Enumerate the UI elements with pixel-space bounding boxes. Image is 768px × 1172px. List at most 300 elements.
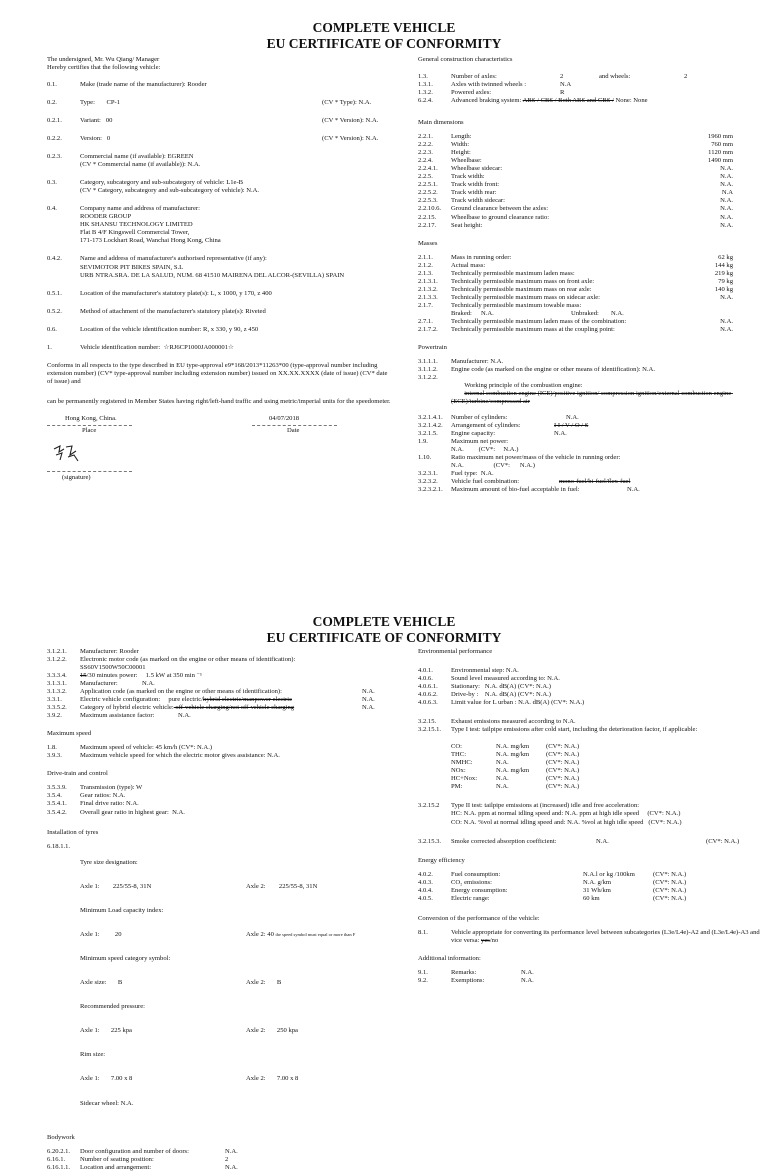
- spec-value: 2: [684, 73, 688, 81]
- spec-value: N.A.: [720, 197, 733, 205]
- item-label: Electric range:: [451, 894, 490, 902]
- spec-number: 2.1.7.2.: [418, 325, 438, 333]
- item-value: N.A.: [362, 704, 375, 712]
- item-0-5-1: [47, 290, 392, 298]
- item-number: 3.2.15.: [418, 718, 437, 726]
- pt-number: 1.10.: [418, 454, 432, 462]
- struck-option: off-vehicle charging/not off-vehicle charging: [173, 704, 295, 712]
- spec-value: 760 mm: [711, 141, 733, 149]
- item-number: 0.2.1.: [47, 117, 62, 125]
- braked-value: N.A.: [481, 309, 494, 317]
- pt-row: [418, 454, 763, 470]
- pt-row: [418, 374, 763, 414]
- struck-option: hybrid electric/manpower electric: [203, 696, 293, 704]
- spec-value: 140 kg: [714, 285, 733, 293]
- pt-label: Maximum amount of bio-fuel acceptable in fuel:: [451, 486, 580, 494]
- smoke-row: [418, 838, 763, 846]
- motor-row: [47, 656, 392, 672]
- pollutant-value: N.A.: [496, 759, 509, 767]
- pt-row: [418, 422, 763, 430]
- item-text: Smoke corrected absorption coefficient:: [451, 837, 557, 845]
- pollutant-label: CO:: [451, 743, 462, 751]
- pollutant-value: N.A. mg/km: [496, 767, 530, 775]
- motor-row: [47, 712, 392, 720]
- spec-row: [418, 294, 763, 302]
- struck-option: yes: [481, 936, 490, 944]
- axle-label: Axle 2:: [246, 1075, 266, 1083]
- pt-text: Working principle of the combustion engine:: [464, 382, 583, 390]
- place-line: [47, 425, 132, 426]
- env-row: [418, 667, 763, 675]
- emission-row: [451, 775, 763, 783]
- spec-value: None: None: [615, 97, 648, 105]
- item-value: N.A.: [225, 1147, 238, 1155]
- spec-row: [418, 165, 763, 173]
- item-text: Method of attachment of the manufacturer's statutory plate(s): Riveted: [80, 307, 266, 315]
- spec-row: [418, 278, 763, 286]
- spec-label: Width:: [451, 141, 470, 149]
- item-text: Type: CP-1: [80, 99, 121, 107]
- pollutant-value: N.A.: [496, 775, 509, 783]
- axle-label: Axle 2:: [246, 930, 266, 938]
- item-value: 60 km: [583, 894, 600, 902]
- item-text: /30 minutes power: 1.5 kW at 350 min ⁻¹: [86, 672, 202, 680]
- spec-row: [418, 222, 763, 230]
- spec-label: Technically permissible maximum laden mass:: [451, 269, 575, 277]
- item-number: 3.5.3.9.: [47, 784, 67, 792]
- pt-label: Arrangement of cylinders:: [451, 422, 521, 430]
- pt-number: 3.2.1.4.2.: [418, 422, 443, 430]
- pollutant-cv: (CV*: N.A.): [546, 759, 580, 767]
- pollutant-cv: (CV*: N.A.): [546, 775, 580, 783]
- right-column-p2: [418, 648, 763, 985]
- date-line: [252, 425, 337, 426]
- spec-number: 2.2.5.3.: [418, 197, 438, 205]
- item-text: Type II test: tailpipe emissions at (increased) idle and free acceleration: HC: N.A. ppm at normal idling speed and: N.A. ppm at high idle speed (CV*: N.A.) CO: N.A. %vol at normal idling speed and: N.A. %vol at high idle speed (CV*: N.A.): [451, 802, 682, 826]
- spec-row: [418, 189, 763, 197]
- spec-row: [418, 262, 763, 270]
- spec-number: 2.2.4.1.: [418, 165, 438, 173]
- item-0-2-1: [47, 117, 392, 125]
- spec-label: Technically permissible maximum towable mass:: [451, 301, 582, 309]
- spec-number: 2.2.5.: [418, 173, 433, 181]
- signature-label: (signature): [62, 473, 91, 481]
- tyre-size-axle1: 225/55-8, 31N: [112, 882, 152, 890]
- item-text: Name and address of manufacturer's authorised representative (if any): SEVIMOTOR PIT BIKES SPAIN, S.L URB NTRA.SRA. DE LA SALUD, NUM. 68 41510 MAIRENA DEL ALCOR-(SEVILLA) SPAIN: [80, 255, 345, 279]
- pressure-axle1: 225 kpa: [110, 1027, 132, 1035]
- sidecar-wheel: Sidecar wheel: N.A.: [80, 1099, 134, 1107]
- item-value: /no: [489, 936, 499, 944]
- item-label: Energy consumption:: [451, 886, 508, 894]
- spec-row: [418, 326, 763, 334]
- title-line-1: COMPLETE VEHICLE: [312, 20, 456, 35]
- spec-number: 1.3.: [418, 73, 428, 81]
- item-number: 0.2.2.: [47, 135, 62, 143]
- item-value: N.A.: [225, 1163, 238, 1171]
- item-text: Maximum assistance factor:: [80, 712, 155, 720]
- item-number: 3.2.15.3.: [418, 837, 442, 845]
- add-row: [418, 969, 763, 977]
- motor-row: [47, 648, 392, 656]
- conv-row: [418, 929, 763, 945]
- spec-value: N.A: [721, 189, 733, 197]
- item-cv-value: (CV * Type): N.A.: [322, 99, 372, 107]
- item-text: Type I test: tailpipe emissions after cold start, including the deterioration factor, if applicable:: [451, 726, 698, 734]
- spec-number: 2.1.3.1.: [418, 277, 438, 285]
- axle-label: Axle 2:: [246, 979, 266, 987]
- item-number: 3.3.1.: [47, 696, 62, 704]
- spec-label: Track width rear:: [451, 189, 497, 197]
- pt-row: [418, 486, 763, 494]
- spec-value: 219 kg: [714, 269, 733, 277]
- item-cv-value: (CV * Version): N.A.: [322, 117, 379, 125]
- spec-label: Height:: [451, 149, 471, 157]
- item-number: 4.0.3.: [418, 878, 433, 886]
- drive-row: [47, 800, 392, 808]
- spec-row: [418, 254, 763, 262]
- spec-number: 2.2.10.6.: [418, 205, 442, 213]
- item-number: 0.6.: [47, 325, 57, 333]
- masses-list-2: [418, 318, 763, 334]
- energy-row: [418, 879, 763, 887]
- item-0-5-2: [47, 308, 392, 316]
- tyre-label: Rim size:: [80, 1051, 106, 1059]
- pollutant-cv: (CV*: N.A.): [546, 767, 580, 775]
- spec-value: N.A.: [720, 205, 733, 213]
- pt-row: [418, 478, 763, 486]
- spec-row: [418, 286, 763, 294]
- braked-label: Braked:: [451, 309, 472, 317]
- item-number: 9.1.: [418, 968, 428, 976]
- item-number: 0.4.2.: [47, 255, 62, 263]
- registration-statement: can be permanently registered in Member States having right/left-hand traffic and using metric/imperial units for the speedometer.: [47, 397, 391, 405]
- spec-value: N.A.: [720, 293, 733, 301]
- item-text: Manufacturer: Rooder: [80, 648, 139, 655]
- pt-row: [418, 470, 763, 478]
- spec-row: [418, 89, 763, 97]
- conformity-statement: Conforms in all respects to the type described in EU type-approval e9*168/2013*11263*00 (type-approval number including extension number) (CV* type-approval number including extension number) issued on XX.XX.XXXX (date of issue) (CV* date of issue) and: [47, 361, 388, 385]
- item-cv-value: (CV * Version): N.A.: [322, 135, 379, 143]
- axle-label: Axle size:: [80, 979, 107, 987]
- tyre-size-axle2: 225/55-8, 31N: [278, 882, 318, 890]
- exh-row: [418, 726, 763, 734]
- item-value: N.A.: [142, 680, 155, 688]
- section-powertrain: Powertrain: [418, 343, 447, 351]
- spec-value: R: [560, 89, 565, 97]
- spec-value: 1120 mm: [708, 149, 733, 157]
- item-number: 9.2.: [418, 976, 428, 984]
- spec-row: [418, 181, 763, 189]
- item-text: Transmission (type): W: [80, 784, 143, 792]
- item-text: Gear ratios: N.A.: [80, 792, 126, 800]
- item-value: 31 Wh/km: [583, 886, 611, 894]
- pollutant-cv: (CV*: N.A.): [546, 743, 580, 751]
- bodywork-list: [47, 1148, 392, 1172]
- item-number: 3.3.5.2.: [47, 704, 67, 712]
- spec-value: N.A.: [720, 165, 733, 173]
- struck-option: I I / V / O / S: [554, 422, 589, 430]
- spec-number: 2.2.2.: [418, 141, 433, 149]
- item-value: 2: [225, 1155, 229, 1163]
- item-text: Manufacturer:: [80, 680, 118, 688]
- pt-text: Maximum net power: N.A. (CV*: N.A.): [451, 438, 519, 454]
- spec-label: Powered axles:: [451, 89, 492, 97]
- section-bodywork: Bodywork: [47, 1133, 75, 1141]
- section-conversion: Conversion of the performance of the vehicle:: [418, 914, 540, 922]
- spec-label: Ground clearance between the axles:: [451, 205, 549, 213]
- item-text: Location of the vehicle identification number: R, x 330, y 90, z 450: [80, 325, 259, 333]
- pressure-axle2: 250 kpa: [276, 1027, 298, 1035]
- pollutant-label: HC+Nox:: [451, 775, 478, 783]
- spec-number: 2.2.5.2.: [418, 189, 438, 197]
- motor-row: [47, 688, 392, 696]
- item-number: 3.1.3.1.: [47, 680, 67, 688]
- certificate-page-1: [0, 0, 768, 560]
- item-0-4-2: [47, 255, 392, 279]
- pollutant-label: NOx:: [451, 767, 466, 775]
- spec-label: and wheels:: [599, 73, 631, 81]
- tyre-block: [47, 843, 392, 1124]
- page-title: [0, 20, 768, 52]
- pt-text: Engine code (as marked on the engine or other means of identification): N.A.: [451, 365, 655, 373]
- item-number: 3.1.3.2.: [47, 688, 67, 696]
- spec-number: 2.1.3.3.: [418, 293, 438, 301]
- emission-row: [451, 759, 763, 767]
- item-value: N.A.: [521, 968, 534, 976]
- pt-row: [418, 438, 763, 454]
- spec-number: 2.2.1.: [418, 133, 433, 141]
- pt-number: 3.1.1.1.: [418, 357, 438, 365]
- item-number: 6.16.1.1.: [47, 1163, 71, 1171]
- spec-value: N.A: [560, 81, 572, 89]
- pt-number: 1.9.: [418, 438, 428, 446]
- place-label: Place: [82, 426, 97, 434]
- spec-value: 62 kg: [718, 253, 733, 261]
- spec-value: N.A.: [720, 325, 733, 333]
- item-number: 4.0.6.2.: [418, 691, 438, 699]
- drive-row: [47, 784, 392, 792]
- axle-label: Axle 2:: [246, 1027, 266, 1035]
- emissions-table: [451, 743, 763, 791]
- spec-number: 1.3.2.: [418, 89, 433, 97]
- item-number: 1.8.: [47, 744, 57, 752]
- item-number: 0.3.: [47, 179, 57, 187]
- spec-label: Technically permissible maximum mass at the coupling point:: [451, 325, 615, 333]
- spec-row: [418, 197, 763, 205]
- title-line-1: COMPLETE VEHICLE: [312, 614, 456, 629]
- item-0-2-3: [47, 153, 392, 169]
- spec-value: 2: [560, 73, 564, 81]
- item-number: 3.5.4.2.: [47, 808, 67, 816]
- axle-label: Axle 2:: [246, 882, 266, 890]
- emission-row: [451, 743, 763, 751]
- item-number: 0.2.3.: [47, 153, 62, 161]
- spec-row: [418, 173, 763, 181]
- item-value: N.A.l or kg /100km: [583, 870, 635, 878]
- pt-number: 3.2.3.2.: [418, 478, 438, 486]
- drive-row: [47, 792, 392, 800]
- spec-label: Mass in running order:: [451, 253, 512, 261]
- pt-row: [418, 414, 763, 422]
- page-title: [0, 614, 768, 646]
- item-number: 4.0.1.: [418, 667, 433, 675]
- spec-value: N.A.: [720, 213, 733, 221]
- spec-label: Track width front:: [451, 181, 500, 189]
- pt-number: 3.2.1.5.: [418, 430, 438, 438]
- item-number: 8.1.: [418, 928, 428, 936]
- env-row: [418, 699, 763, 707]
- item-0-1: [47, 81, 392, 89]
- spec-row: [418, 318, 763, 326]
- spec-number: 2.2.3.: [418, 149, 433, 157]
- item-text: Overall gear ratio in highest gear: N.A.: [80, 808, 185, 816]
- item-number: 3.5.4.1.: [47, 800, 67, 808]
- pollutant-cv: (CV*: N.A.): [546, 783, 580, 791]
- section-environmental: Environmental performance: [418, 648, 493, 655]
- item-text: Environmental step: N.A.: [451, 667, 519, 675]
- spec-number: 2.2.4.: [418, 157, 433, 165]
- pt-row: [418, 366, 763, 374]
- struck-option: internal combustion engine (ICE)/positive ignition/ compression ignition/external combustion engine (ECE)/turbine/compressed air: [451, 390, 733, 406]
- emission-row: [451, 767, 763, 775]
- place-value: Hong Kong, China.: [65, 414, 117, 422]
- pt-text: Ratio maximum net power/mass of the vehicle in running order: N.A. (CV*: N.A.): [451, 454, 621, 470]
- struck-option: ABS / CBS / Both ABS and CBS /: [522, 97, 614, 105]
- tyre-label: Minimum Load capacity index:: [80, 906, 164, 914]
- dimensions-list: [418, 133, 763, 229]
- item-text: Variant: 00: [80, 117, 113, 125]
- item-number: 4.0.5.: [418, 894, 433, 902]
- item-text: Final drive ratio: N.A.: [80, 800, 139, 808]
- left-column-p1: [47, 56, 392, 515]
- pt-row: [418, 430, 763, 438]
- item-number: 4.0.6.3.: [418, 699, 438, 707]
- spec-label: Length:: [451, 133, 472, 141]
- item-0-2: [47, 99, 392, 107]
- rim-axle1: 7.00 x 8: [110, 1075, 133, 1083]
- vin-text: Vehicle identification number: ☆RJ6CP1000JA000001☆: [80, 343, 234, 351]
- item-text: Maximum speed of vehicle: 45 km/h (CV*: N.A.): [80, 744, 213, 752]
- unbraked-value: N.A.: [611, 309, 624, 317]
- spec-value: N.A.: [720, 317, 733, 325]
- item-number: 0.5.1.: [47, 289, 62, 297]
- env-row: [418, 691, 763, 699]
- spec-label: Seat height:: [451, 221, 483, 229]
- pollutant-label: THC:: [451, 751, 467, 759]
- spec-label: Wheelbase:: [451, 157, 482, 165]
- spec-label: Technically permissible maximum laden mass of the combination:: [451, 317, 627, 325]
- masses-list: [418, 254, 763, 310]
- body-row: [47, 1164, 392, 1172]
- item-text: Electric vehicle configuration: pure electric/: [80, 696, 204, 704]
- title-line-2: EU CERTIFICATE OF CONFORMITY: [266, 630, 502, 646]
- unbraked-label: Unbraked:: [571, 309, 599, 317]
- item-value: N.A.: [362, 696, 375, 704]
- item-text: Maximum vehicle speed for which the electric motor gives assistance: N.A.: [80, 752, 280, 760]
- spec-value: 144 kg: [714, 261, 733, 269]
- pt-label: Vehicle fuel combination:: [451, 478, 520, 486]
- spec-row: [418, 270, 763, 278]
- item-number: 3.2.15.2: [418, 802, 440, 810]
- item-number: 0.1.: [47, 81, 57, 89]
- spec-row: [418, 133, 763, 141]
- item-0-2-2: [47, 135, 392, 143]
- spec-row: [418, 149, 763, 157]
- spec-row: [418, 214, 763, 222]
- item-number: 3.1.2.2.: [47, 656, 67, 664]
- item-number: 0.4.: [47, 205, 57, 213]
- pt-label: Engine capacity:: [451, 430, 496, 438]
- spec-number: 2.2.17.: [418, 221, 437, 229]
- pt-number: 3.1.2.2.: [418, 374, 438, 381]
- spec-label: Number of axles:: [451, 73, 497, 81]
- spec-label: Wheelbase sidecar:: [451, 165, 503, 173]
- item-number: 6.18.1.1.: [47, 842, 71, 850]
- spec-number: 2.1.3.2.: [418, 285, 438, 293]
- braked-row: [418, 310, 763, 318]
- env-row: [418, 675, 763, 683]
- item-cv-value: (CV*: N.A.): [653, 878, 687, 886]
- item-text: Company name and address of manufacturer: ROODER GROUP HK SHANSU TECHNOLOGY LIMITED Flat B 4/F Kingswell Commercial Tower, 171-173 Lockhart Road, Wanchai Hong Kong, China: [80, 205, 221, 245]
- spec-label: Actual mass:: [451, 261, 486, 269]
- pt-value: N.A.: [627, 486, 640, 494]
- energy-list: [418, 871, 763, 903]
- item-value: N.A.: [596, 837, 609, 845]
- load-index-axle2: 40: [267, 930, 274, 938]
- item-text: Stationary: N.A. dB(A) (CV*: N.A.): [451, 683, 551, 691]
- item-label: Exemptions:: [451, 976, 485, 984]
- item-text: Location of the manufacturer's statutory plate(s): L, x 1000, y 170, z 400: [80, 289, 272, 297]
- struck-option: 15: [80, 672, 87, 680]
- pt-number: 3.2.3.1.: [418, 470, 438, 478]
- pt-number: 3.1.1.2.: [418, 365, 438, 373]
- item-text: Category, subcategory and sub-subcategory of vehicle: L1e-B (CV * Category, subcategory and sub-subcategory of vehicle): N.A.: [80, 179, 260, 195]
- energy-row: [418, 887, 763, 895]
- spec-value: N.A.: [720, 221, 733, 229]
- item-value: N.A.: [178, 712, 191, 720]
- spec-value: 1960 mm: [707, 133, 733, 141]
- pollutant-value: N.A. mg/km: [496, 743, 530, 751]
- energy-row: [418, 895, 763, 903]
- section-masses: Masses: [418, 239, 438, 247]
- item-cv-value: (CV*: N.A.): [653, 870, 687, 878]
- pt-text: Manufacturer: N.A.: [451, 357, 504, 365]
- motor-row: [47, 696, 392, 704]
- pollutant-label: PM:: [451, 783, 463, 791]
- spec-row: [418, 302, 763, 310]
- speed-sym-axle2: B: [276, 979, 282, 987]
- signature-scribble-icon: [52, 443, 82, 465]
- right-column-p1: [418, 56, 763, 494]
- spec-label: Technically permissible maximum mass on front axle:: [451, 277, 595, 285]
- body-row: [47, 1156, 392, 1164]
- item-label: Fuel consumption:: [451, 870, 501, 878]
- spec-number: 1.3.1.: [418, 81, 433, 89]
- section-max-speed: Maximum speed: [47, 730, 92, 738]
- item-number: 4.0.4.: [418, 886, 433, 894]
- item-label: CO₂ emissions:: [451, 878, 492, 886]
- motor-row: [47, 680, 392, 688]
- spec-label: Technically permissible maximum mass on sidecar axle:: [451, 293, 600, 301]
- item-0-6: [47, 326, 392, 334]
- item-number: 6.16.1.: [47, 1155, 66, 1163]
- intro-text: The undersigned, Mr. Wu Qiang/ Manager: [47, 56, 160, 63]
- load-note: the speed symbol must equal or more than F: [275, 931, 356, 937]
- item-text: Electronic motor code (as marked on the engine or other means of identification): SS60V1500W50C00001: [80, 656, 296, 672]
- item-number: 6.20.2.1.: [47, 1147, 71, 1155]
- spec-number: 2.1.7.: [418, 301, 433, 309]
- struck-option: mono-fuel/bi-fuel/flex-fuel: [559, 478, 631, 486]
